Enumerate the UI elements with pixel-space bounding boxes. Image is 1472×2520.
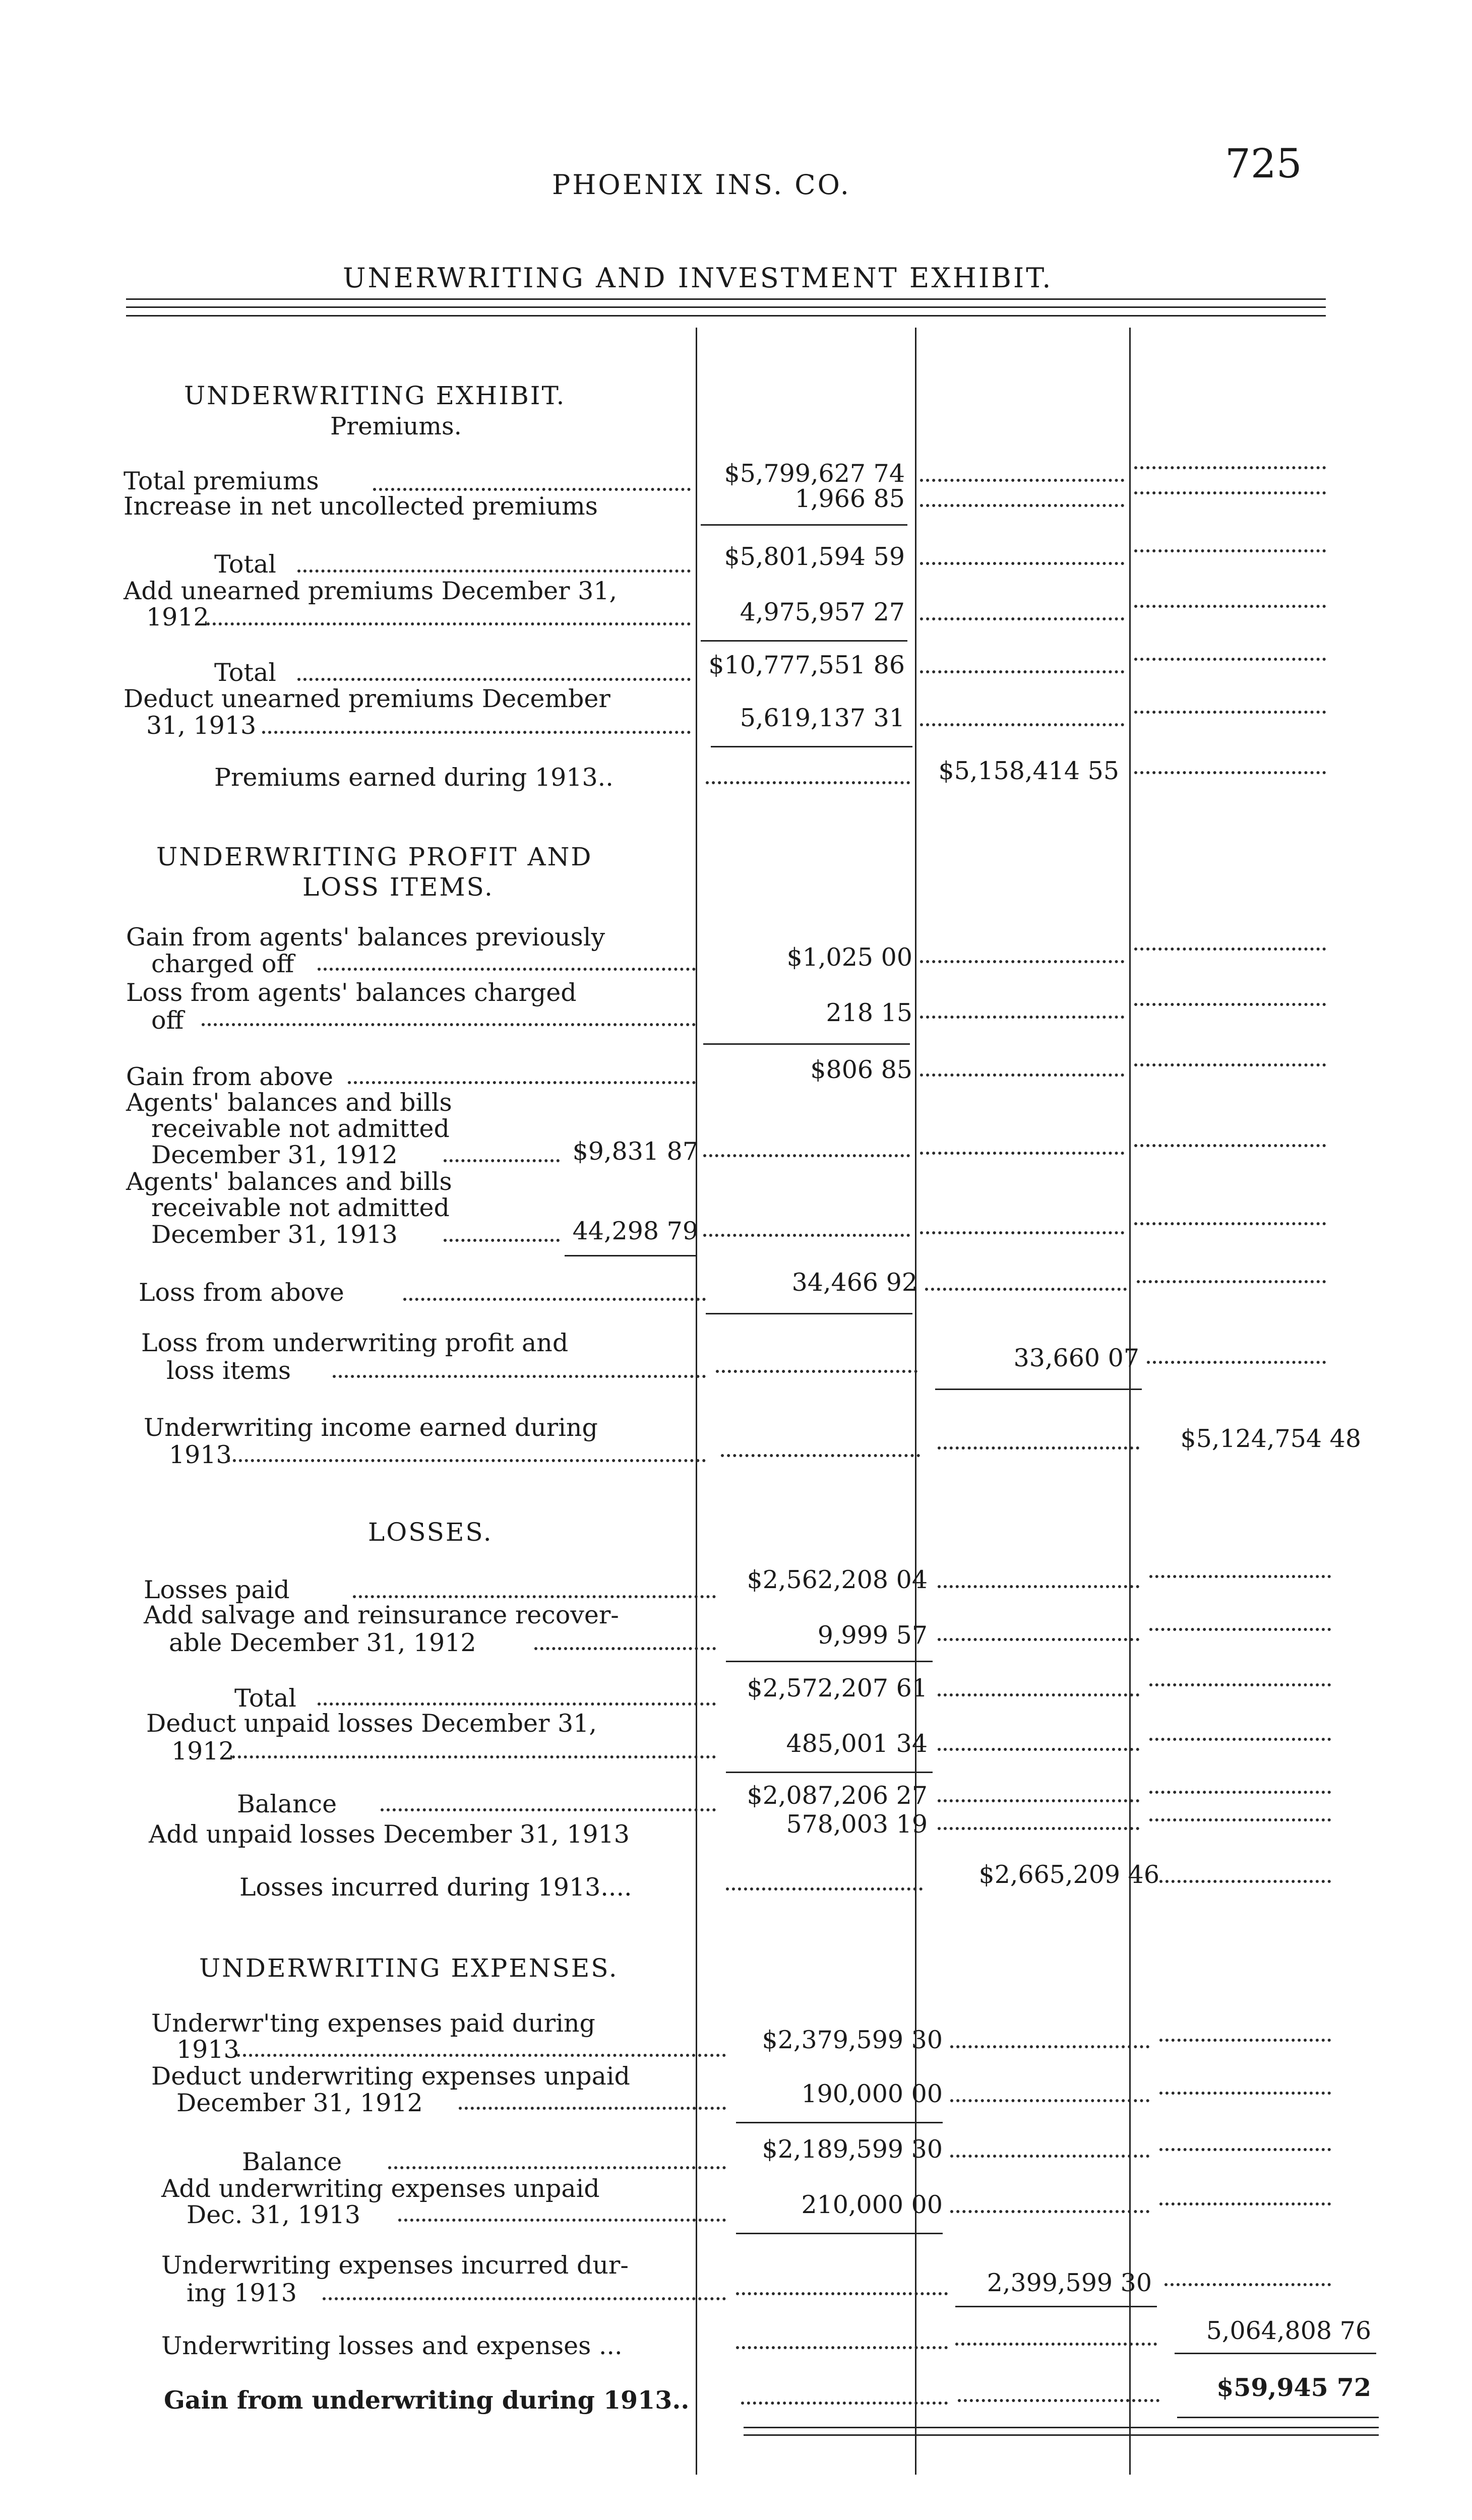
row-label: Increase in net uncollected premiums — [124, 492, 598, 521]
leader-dots — [444, 1159, 560, 1162]
sum-rule — [736, 2122, 943, 2123]
row-label: Balance — [237, 1790, 337, 1818]
leader-dots — [1149, 1683, 1331, 1686]
exhibit-title: UNERWRITING AND INVESTMENT EXHIBIT. — [343, 262, 1053, 294]
column-rule-1 — [696, 328, 697, 2475]
row-label-continued: receivable not admitted — [151, 1114, 450, 1143]
section-subheading-premiums: Premiums. — [330, 412, 462, 440]
amount-cell: $2,665,209 46 — [978, 1860, 1159, 1889]
leader-dots — [1149, 1628, 1331, 1631]
row-label: Agents' balances and bills — [126, 1088, 452, 1117]
row-label: Loss from above — [139, 1278, 344, 1307]
leader-dots — [938, 1446, 1139, 1450]
leader-dots — [297, 678, 691, 681]
leader-dots — [925, 1288, 1127, 1291]
leader-dots — [1149, 1738, 1331, 1741]
amount-cell: 33,660 07 — [1013, 1344, 1139, 1372]
leader-dots — [1134, 1003, 1326, 1006]
row-label: Loss from agents' balances charged — [126, 978, 577, 1007]
row-label: Deduct underwriting expenses unpaid — [151, 2062, 630, 2091]
top-rule-3 — [126, 315, 1326, 317]
leader-dots — [1159, 2039, 1331, 2042]
row-label: Gain from above — [126, 1062, 334, 1091]
leader-dots — [938, 1693, 1139, 1696]
row-label-continued: off — [151, 1006, 184, 1035]
amount-cell: 190,000 00 — [801, 2080, 943, 2108]
leader-dots — [920, 562, 1124, 565]
leader-dots — [1134, 491, 1326, 494]
row-label: Underwriting losses and expenses ... — [161, 2332, 623, 2360]
amount-cell: $10,777,551 86 — [708, 651, 905, 679]
leader-dots — [920, 1016, 1124, 1019]
amount-cell-final: $59,945 72 — [1216, 2373, 1371, 2402]
leader-dots — [1147, 1361, 1326, 1364]
leader-dots — [1134, 711, 1326, 714]
row-label: Balance — [242, 2148, 342, 2176]
row-label: Add underwriting expenses unpaid — [161, 2174, 600, 2203]
leader-dots — [938, 1799, 1139, 1802]
sum-rule — [711, 746, 912, 747]
leader-dots — [1159, 2092, 1331, 2095]
leader-dots — [716, 1370, 917, 1373]
row-label-continued: receivable not admitted — [151, 1193, 450, 1222]
leader-dots — [736, 2346, 948, 2349]
amount-cell: $5,158,414 55 — [938, 757, 1119, 785]
row-label-continued: 1912 — [146, 603, 209, 632]
amount-cell: 4,975,957 27 — [740, 598, 905, 626]
leader-dots — [1134, 1144, 1326, 1147]
leader-dots — [938, 1827, 1139, 1830]
row-label-continued: ing 1913 — [187, 2279, 297, 2307]
leader-dots — [955, 2343, 1157, 2346]
column-rule-3 — [1129, 328, 1131, 2475]
sum-rule — [565, 1255, 696, 1256]
row-label: Add unearned premiums December 31, — [124, 577, 618, 605]
leader-dots — [938, 1638, 1139, 1641]
leader-dots — [534, 1647, 716, 1650]
leader-dots — [721, 1454, 920, 1457]
row-label: Deduct unpaid losses December 31, — [146, 1709, 597, 1738]
row-label: Total — [234, 1684, 296, 1713]
leader-dots — [958, 2399, 1159, 2402]
leader-dots — [1159, 2148, 1331, 2151]
leader-dots — [1164, 2283, 1331, 2286]
leader-dots — [348, 1081, 696, 1084]
leader-dots — [703, 1154, 910, 1157]
leader-dots — [333, 1375, 706, 1378]
row-label-continued: December 31, 1912 — [176, 2089, 423, 2117]
page-number: 725 — [1225, 140, 1302, 187]
sum-rule — [703, 1043, 910, 1045]
amount-cell: $806 85 — [810, 1055, 912, 1084]
leader-dots — [938, 1748, 1139, 1751]
leader-dots — [202, 1023, 696, 1026]
leader-dots — [736, 2292, 948, 2295]
leader-dots — [1159, 2202, 1331, 2206]
leader-dots — [706, 781, 910, 784]
leader-dots — [920, 504, 1124, 507]
row-label: Underwr'ting expenses paid during — [151, 2009, 595, 2038]
leader-dots — [1149, 1575, 1331, 1578]
section-heading-profit-loss: UNDERWRITING PROFIT AND — [156, 842, 593, 871]
amount-cell: 578,003 19 — [786, 1810, 928, 1839]
amount-cell: 5,619,137 31 — [740, 704, 905, 732]
amount-cell: 218 15 — [826, 998, 912, 1027]
leader-dots — [1134, 549, 1326, 552]
leader-dots — [950, 2045, 1149, 2048]
row-label: Gain from agents' balances previously — [126, 923, 605, 952]
leader-dots — [938, 1585, 1139, 1588]
row-label-continued: 1913 — [169, 1440, 232, 1469]
amount-cell: $1,025 00 — [786, 943, 912, 972]
leader-dots — [1159, 1880, 1331, 1883]
row-label-continued: December 31, 1913 — [151, 1220, 398, 1249]
row-label: Agents' balances and bills — [126, 1167, 452, 1196]
sum-rule — [701, 640, 907, 642]
leader-dots — [920, 1152, 1124, 1155]
leader-dots — [232, 1755, 716, 1758]
row-label: Add salvage and reinsurance recover- — [144, 1601, 619, 1629]
leader-dots — [381, 1808, 716, 1811]
row-label-continued: 1912 — [171, 1737, 234, 1766]
leader-dots — [1149, 1791, 1331, 1794]
amount-cell: 34,466 92 — [791, 1268, 917, 1297]
leader-dots — [950, 2099, 1149, 2102]
row-label: Premiums earned during 1913.. — [214, 763, 614, 792]
row-label: Total — [214, 550, 276, 579]
bottom-rule — [744, 2434, 1379, 2436]
leader-dots — [920, 723, 1124, 726]
row-label: Losses incurred during 1913.... — [239, 1873, 632, 1902]
amount-cell: 5,064,808 76 — [1206, 2316, 1371, 2345]
row-label-continued: 31, 1913 — [146, 711, 257, 740]
leader-dots — [388, 2166, 726, 2169]
leader-dots — [1149, 1818, 1331, 1821]
amount-cell: $5,799,627 74 — [724, 459, 905, 488]
amount-cell: $2,189,599 30 — [762, 2135, 943, 2164]
leader-dots — [318, 1703, 716, 1706]
top-rule-1 — [126, 298, 1326, 300]
row-label: Underwriting income earned during — [144, 1413, 598, 1442]
leader-dots — [1134, 948, 1326, 951]
leader-dots — [1137, 1280, 1326, 1283]
row-label: Total — [214, 658, 276, 687]
row-label-continued: 1913 — [176, 2035, 239, 2064]
amount-cell: 2,399,599 30 — [987, 2269, 1152, 2297]
row-label-continued: loss items — [166, 1356, 291, 1385]
leader-dots — [323, 2297, 726, 2300]
leader-dots — [444, 1239, 560, 1242]
row-label: Loss from underwriting profit and — [141, 1329, 569, 1357]
leader-dots — [1134, 466, 1326, 469]
section-heading-underwriting: UNDERWRITING EXHIBIT. — [184, 381, 566, 410]
leader-dots — [297, 570, 691, 573]
leader-dots — [262, 731, 691, 734]
leader-dots — [920, 670, 1124, 673]
page-header-company: PHOENIX INS. CO. — [552, 169, 851, 201]
leader-dots — [1134, 1063, 1326, 1066]
amount-cell: 485,001 34 — [786, 1729, 928, 1758]
amount-cell: $2,572,207 61 — [747, 1674, 928, 1703]
amount-cell: $2,562,208 04 — [747, 1565, 928, 1594]
section-heading-expenses: UNDERWRITING EXPENSES. — [199, 1954, 619, 1983]
leader-dots — [703, 1234, 910, 1237]
amount-cell: 1,966 85 — [794, 484, 905, 513]
leader-dots — [920, 960, 1124, 963]
bottom-rule — [1177, 2417, 1379, 2418]
row-label: Losses paid — [144, 1576, 290, 1604]
leader-dots — [920, 1074, 1124, 1077]
leader-dots — [726, 1887, 923, 1891]
row-label-final: Gain from underwriting during 1913.. — [164, 2385, 690, 2415]
amount-cell: $5,124,754 48 — [1180, 1424, 1361, 1453]
sum-rule — [1175, 2353, 1376, 2354]
leader-dots — [1134, 658, 1326, 661]
sum-rule — [726, 1661, 933, 1662]
row-label: Deduct unearned premiums December — [124, 684, 610, 713]
leader-dots — [1134, 605, 1326, 608]
section-heading-losses: LOSSES. — [368, 1518, 493, 1547]
leader-dots — [459, 2107, 726, 2110]
leader-dots — [920, 1231, 1124, 1234]
row-label: Underwriting expenses incurred dur- — [161, 2251, 629, 2280]
bottom-rule — [744, 2427, 1379, 2428]
leader-dots — [207, 622, 691, 625]
sum-rule — [706, 1313, 912, 1314]
row-label-continued: December 31, 1912 — [151, 1141, 398, 1169]
amount-cell: 9,999 57 — [817, 1621, 928, 1650]
top-rule-2 — [126, 306, 1326, 308]
sum-rule — [955, 2306, 1157, 2307]
section-heading-profit-loss-2: LOSS ITEMS. — [302, 872, 494, 902]
leader-dots — [920, 479, 1124, 482]
amount-cell: 44,298 79 — [572, 1217, 698, 1245]
leader-dots — [1134, 1222, 1326, 1225]
leader-dots — [1134, 771, 1326, 774]
leader-dots — [318, 968, 696, 971]
leader-dots — [950, 2155, 1149, 2158]
leader-dots — [227, 1459, 706, 1462]
amount-cell: 210,000 00 — [801, 2190, 943, 2219]
leader-dots — [398, 2219, 726, 2222]
amount-cell: $2,087,206 27 — [747, 1781, 928, 1810]
amount-cell: $2,379,599 30 — [762, 2026, 943, 2054]
row-label-continued: able December 31, 1912 — [169, 1628, 476, 1657]
sum-rule — [701, 524, 907, 526]
leader-dots — [353, 1595, 716, 1598]
amount-cell: $5,801,594 59 — [724, 542, 905, 571]
leader-dots — [741, 2402, 948, 2405]
row-label-continued: charged off — [151, 950, 294, 978]
leader-dots — [950, 2210, 1149, 2213]
leader-dots — [403, 1298, 706, 1301]
sum-rule — [935, 1389, 1142, 1390]
row-label-continued: Dec. 31, 1913 — [187, 2200, 361, 2229]
sum-rule — [726, 1772, 933, 1773]
amount-cell: $9,831 87 — [572, 1137, 698, 1166]
row-label: Total premiums — [124, 467, 319, 495]
row-label: Add unpaid losses December 31, 1913 — [149, 1820, 630, 1849]
sum-rule — [736, 2233, 943, 2234]
leader-dots — [237, 2054, 726, 2057]
leader-dots — [920, 617, 1124, 620]
leader-dots — [373, 488, 691, 491]
